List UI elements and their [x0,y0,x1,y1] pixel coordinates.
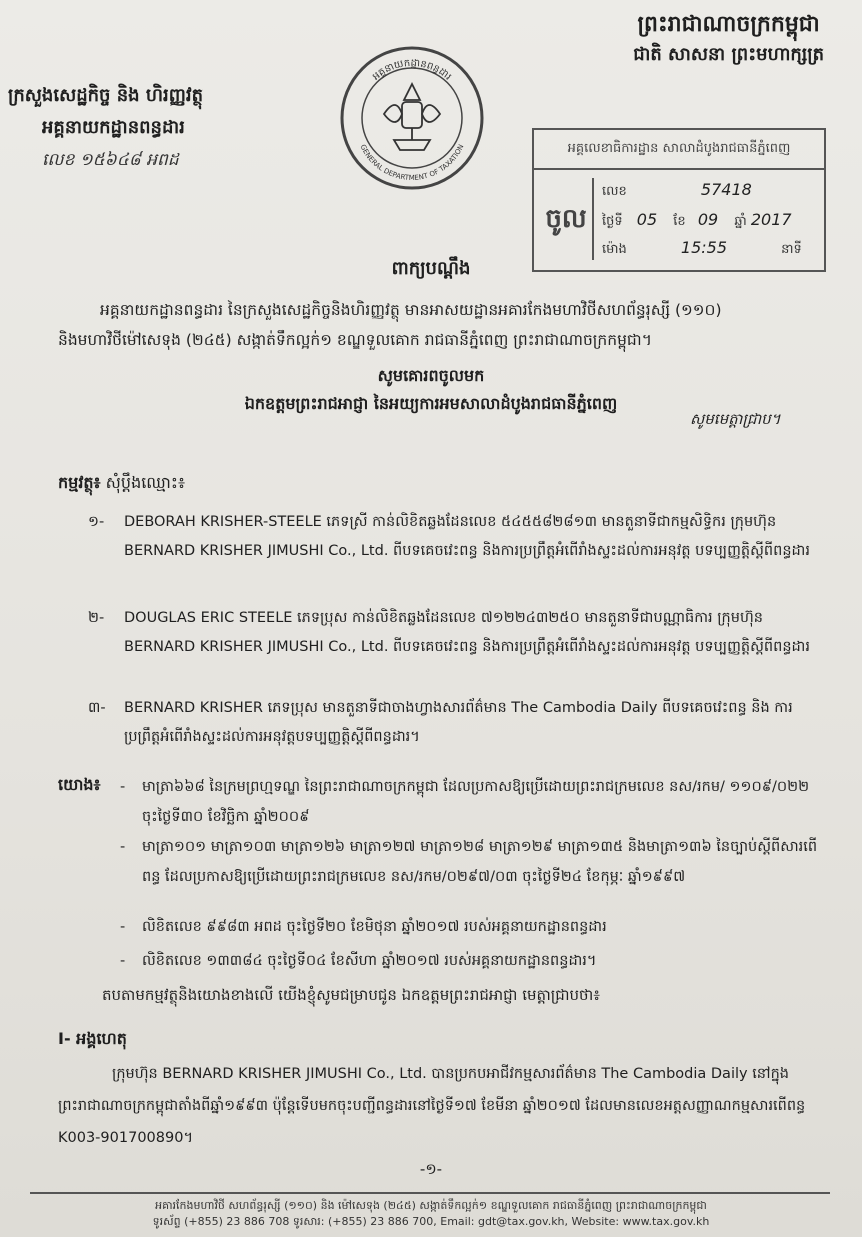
stamp-number-value: 57418 [700,180,752,199]
salutation: សូមមេត្តាជ្រាប។ [690,410,781,428]
page-number: -១- [419,1160,443,1178]
seal-top-text: អគ្គនាយកដ្ឋានពន្ធដារ [370,57,454,83]
stamp-date-row [602,210,792,232]
list-item [88,604,808,694]
received-stamp [532,128,826,272]
respect-line: សូមគោរពចូលមក [377,366,485,385]
reference-text: មាត្រា៦៦៨ នៃក្រមព្រហ្មទណ្ឌ នៃព្រះរាជាណាចក្រកម្ពុជា ដែលប្រកាសឱ្យប្រើដោយព្រះរាជក្រមលេខ នស/រកម/ ១១០៩/០២២ ចុះថ្ងៃទី៣០ ខែវិច្ឆិកា ឆ្នាំ២០០៩ [142,779,810,825]
reference-item: - មាត្រា១០១ មាត្រា១០៣ មាត្រា១២៦ មាត្រា១២៧ មាត្រា១២៨ មាត្រា១២៩ មាត្រា១៣៥ និងមាត្រា១៣៦ នៃច្បាប់ស្តីពីសារពើពន្ធ ដែលប្រកាសឱ្យប្រើដោយព្រះរាជក្រមលេខ នស/រកម/០២៩៧/០៣ ចុះថ្ងៃទី២៤ ខែកុម្ភៈ ឆ្នាំ១៩៩៧ [120,832,820,892]
stamp-date-label: ថ្ងៃទី [602,214,623,229]
stamp-day: 05 [636,210,658,229]
kingdom-header [633,10,824,70]
stamp-year: 2017 [750,210,792,229]
item-number: ៣- [88,700,106,716]
stamp-year-label: ឆ្នាំ [734,214,747,229]
list-item [88,694,808,754]
kingdom-title: ព្រះរាជាណាចក្រកម្ពុជា [637,12,820,37]
seal-outer-ring [342,48,482,188]
footer-address: អគារកែងមហាវិថី សហព័ន្ធរុស្សី (១១០) និង ម៉ៅសេទុង (២៤៥) សង្កាត់ទឹកល្អក់១ ខណ្ឌទួលគោក រាជធានីភ្នំពេញ ព្រះរាជាណាចក្រកម្ពុជា [155,1199,707,1212]
stamp-month: 09 [697,210,719,229]
reference-text: លិខិតលេខ ៩៩៨៣ អពដ ចុះថ្ងៃទី២០ ខែមិថុនា ឆ្នាំ២០១៧ របស់អគ្គនាយកដ្ឋានពន្ធដារ [142,919,607,935]
stamp-time-label: ម៉ោង [602,242,627,257]
subject-label: កម្មវត្ថុ៖ [58,473,101,492]
addressee-line: ឯកឧត្តមព្រះរាជអាជ្ញា នៃអយ្យការអមសាលាដំបូងរាជធានីភ្នំពេញ [244,394,618,413]
item-number: ២- [88,610,105,626]
subject-line [58,472,185,496]
seal-bottom-text: GENERAL DEPARTMENT OF TAXATION [358,143,466,183]
stamp-number-label: លេខ [602,184,627,199]
footer-divider [30,1192,830,1194]
ministry-header [8,80,203,176]
ministry-name: ក្រសួងសេដ្ឋកិច្ច និង ហិរញ្ញវត្ថុ [8,85,203,106]
conclusion-line: តបតាមកម្មវត្ថុនិងយោងខាងលើ យើងខ្ញុំសូមជម្រាបជូន ឯកឧត្តមព្រះរាជអាជ្ញា មេត្តាជ្រាបថា៖ [102,986,600,1004]
document-page: ព្រះរាជាណាចក្រកម្ពុជា ជាតិ សាសនា ព្រះមហាក្សត្រ ក្រសួងសេដ្ឋកិច្ច និង ហិរញ្ញវត្ថុ អគ្គនាយកដ្ឋានពន្ធដារ លេខ ១៥៦៤៨ អពដ អគ្គនាយកដ្ឋានពន្ធដារ GENERAL DEPARTMENT OF TAXATION អគ្គលេខាធិការដ្ឋាន សាលាដំបូងរាជធានីភ្នំពេញ ចូល លេខ 57418 ថ្ងៃទី 05 ខែ 09 ឆ្នាំ 2017 ម៉ោង 15:55 នាទី ពាក្យបណ្តឹង អគ្គនាយកដ្ឋានពន្ធដារ នៃក្រសួងសេដ្ឋកិច្ចនិងហិរញ្ញវត្ថុ មានអាសយដ្ឋានអគារកែងមហាវិថីសហព័ន្ធរុស្សី (១១០) និងមហាវិថីម៉ៅសេទុង (២៤៥) សង្កាត់ទឹកល្អក់១ ខណ្ឌទួលគោក រាជធានីភ្នំពេញ ព្រះរាជាណាចក្រកម្ពុជា។ សូមគោរពចូលមក ឯកឧត្តមព្រះរាជអាជ្ញា នៃអយ្យការអមសាលាដំបូងរាជធានីភ្នំពេញ សូមមេត្តាជ្រាប។ កម្មវត្ថុ៖ សុំប្តឹងឈ្មោះ៖ ១- DEBORAH KRISHER-STEELE ភេទស្រី កាន់លិខិតឆ្លងដែនលេខ ៥៤៥៥៨២៨១៣ មានតួនាទីជាកម្មសិទ្ធិករ ក្រុមហ៊ុន BERNARD KRISHER JIMUSHI Co., Ltd. ពីបទគេចវេះពន្ធ និងការប្រព្រឹត្តអំពើរាំងស្ទះដល់ការអនុវត្ត បទប្បញ្ញត្តិស្តីពីពន្ធដារ ២- DOUGLAS ERIC STEELE ភេទប្រុស កាន់លិខិតឆ្លងដែនលេខ ៧១២២៤៣២៥០ មានតួនាទីជាបណ្ណាធិការ ក្រុមហ៊ុន BERNARD KRISHER JIMUSHI Co., Ltd. ពីបទគេចវេះពន្ធ និងការប្រព្រឹត្តអំពើរាំងស្ទះដល់ការអនុវត្ត បទប្បញ្ញត្តិស្តីពីពន្ធដារ ៣- BERNARD KRISHER ភេទប្រុស មានតួនាទីជាចាងហ្វាងសារព័ត៌មាន The Cambodia Daily ពីបទគេចវេះពន្ធ និង ការប្រព្រឹត្តអំពើរាំងស្ទះដល់ការអនុវត្តបទប្បញ្ញត្តិស្តីពីពន្ធដារ។ យោង៖ - មាត្រា៦៦៨ នៃក្រមព្រហ្មទណ្ឌ នៃព្រះរាជាណាចក្រកម្ពុជា ដែលប្រកាសឱ្យប្រើដោយព្រះរាជក្រមលេខ នស/រកម/ ១១០៩/០២២ ចុះថ្ងៃទី៣០ ខែវិច្ឆិកា ឆ្នាំ២០០៩ - មាត្រា១០១ មាត្រា១០៣ មាត្រា១២៦ មាត្រា១២៧ មាត្រា១២៨ មាត្រា១២៩ មាត្រា១៣៥ និងមាត្រា១៣៦ នៃច្បាប់ស្តីពីសារពើពន្ធ ដែលប្រកាសឱ្យប្រើដោយព្រះរាជក្រមលេខ នស/រកម/០២៩៧/០៣ ចុះថ្ងៃទី២៤ ខែកុម្ភៈ ឆ្នាំ១៩៩៧ - លិខិតលេខ ៩៩៨៣ អពដ ចុះថ្ងៃទី២០ ខែមិថុនា ឆ្នាំ២០១៧ របស់អគ្គនាយកដ្ឋានពន្ធដារ - លិខិតលេខ ១៣៣៨៤ ចុះថ្ងៃទី០៤ ខែសីហា ឆ្នាំ២០១៧ របស់អគ្គនាយកដ្ឋានពន្ធដារ។ តបតាមកម្មវត្ថុនិងយោងខាងលើ យើងខ្ញុំសូមជម្រាបជូន ឯកឧត្តមព្រះរាជអាជ្ញា មេត្តាជ្រាបថា៖ I- អង្គហេតុ ក្រុមហ៊ុន BERNARD KRISHER JIMUSHI Co., Ltd. បានប្រកបអាជីវកម្មសារព័ត៌មាន The Cambodia Daily នៅក្នុងព្រះរាជាណាចក្រកម្ពុជាតាំងពីឆ្នាំ១៩៩៣ ប៉ុន្តែទើបមកចុះបញ្ជីពន្ធដារនៅថ្ងៃទី១៧ ខែមីនា ឆ្នាំ២០១៧ ដែលមានលេខអត្តសញ្ញាណកម្មសារពើពន្ធ K003-901700890។ -១- អគារកែងមហាវិថី សហព័ន្ធរុស្សី (១១០) និង ម៉ៅសេទុង (២៤៥) សង្កាត់ទឹកល្អក់១ ខណ្ឌទួលគោក រាជធានីភ្នំពេញ ព្រះរាជាណាចក្រកម្ពុជា ទូរស័ព្ទ (+855) 23 886 708 ទូរសារ: (+855) 23 886 700, Email: gdt@tax.gov.kh, Website: www.tax.gov.kh [0,0,862,1237]
item-text: DEBORAH KRISHER-STEELE ភេទស្រី កាន់លិខិតឆ្លងដែនលេខ ៥៤៥៥៨២៨១៣ មានតួនាទីជាកម្មសិទ្ធិករ ក្រុមហ៊ុន BERNARD KRISHER JIMUSHI Co., Ltd. ពីបទគេចវេះពន្ធ និងការប្រព្រឹត្តអំពើរាំងស្ទះដល់ការអនុវត្ត បទប្បញ្ញត្តិស្តីពីពន្ធដារ [124,514,810,559]
department-name: អគ្គនាយកដ្ឋានពន្ធដារ [42,117,185,138]
stamp-number-row [602,180,752,202]
item-text: BERNARD KRISHER ភេទប្រុស មានតួនាទីជាចាងហ្វាងសារព័ត៌មាន The Cambodia Daily ពីបទគេចវេះពន្ធ និង ការប្រព្រឹត្តអំពើរាំងស្ទះដល់ការអនុវត្តបទប្បញ្ញត្តិស្តីពីពន្ធដារ។ [124,700,793,745]
footer-contact: ទូរស័ព្ទ (+855) 23 886 708 ទូរសារ: (+855) 23 886 700, Email: gdt@tax.gov.kh, Website: www.tax.gov.kh [152,1215,710,1228]
item-number: ១- [88,514,105,530]
section-body: ក្រុមហ៊ុន BERNARD KRISHER JIMUSHI Co., Ltd. បានប្រកបអាជីវកម្មសារព័ត៌មាន The Cambodia Daily នៅក្នុងព្រះរាជាណាចក្រកម្ពុជាតាំងពីឆ្នាំ១៩៩៣ ប៉ុន្តែទើបមកចុះបញ្ជីពន្ធដារនៅថ្ងៃទី១៧ ខែមីនា ឆ្នាំ២០១៧ ដែលមានលេខអត្តសញ្ញាណកម្មសារពើពន្ធ K003-901700890។ [58,1066,806,1146]
document-title: ពាក្យបណ្តឹង [391,258,471,279]
stamp-time: 15:55 [680,238,728,257]
subject-text: សុំប្តឹងឈ្មោះ៖ [105,473,185,492]
national-motto: ជាតិ សាសនា ព្រះមហាក្សត្រ [633,44,824,65]
item-text: DOUGLAS ERIC STEELE ភេទប្រុស កាន់លិខិតឆ្លងដែនលេខ ៧១២២៤៣២៥០ មានតួនាទីជាបណ្ណាធិការ ក្រុមហ៊ុន BERNARD KRISHER JIMUSHI Co., Ltd. ពីបទគេចវេះពន្ធ និងការប្រព្រឹត្តអំពើរាំងស្ទះដល់ការអនុវត្ត បទប្បញ្ញត្តិស្តីពីពន្ធដារ [124,610,810,655]
stamp-received-label: ចូល [540,178,594,260]
section-title: I- អង្គហេតុ [58,1029,127,1048]
stamp-minute-label: នាទី [781,242,802,257]
department-seal [338,44,486,192]
references-label: យោង៖ [58,775,101,794]
page-footer [0,1198,862,1230]
intro-line-2: និងមហាវិថីម៉ៅសេទុង (២៤៥) សង្កាត់ទឹកល្អក់១ ខណ្ឌទួលគោក រាជធានីភ្នំពេញ ព្រះរាជាណាចក្រកម្ពុជា។ [58,331,652,349]
stamp-month-label: ខែ [673,214,686,229]
reference-text: លិខិតលេខ ១៣៣៨៤ ចុះថ្ងៃទី០៤ ខែសីហា ឆ្នាំ២០១៧ របស់អគ្គនាយកដ្ឋានពន្ធដារ។ [142,953,597,969]
reference-number: លេខ ១៥៦៤៨ អពដ [42,150,179,170]
stamp-header: អគ្គលេខាធិការដ្ឋាន សាលាដំបូងរាជធានីភ្នំពេញ [534,130,824,170]
reference-text: មាត្រា១០១ មាត្រា១០៣ មាត្រា១២៦ មាត្រា១២៧ មាត្រា១២៨ មាត្រា១២៩ មាត្រា១៣៥ និងមាត្រា១៣៦ នៃច្បាប់ស្តីពីសារពើពន្ធ ដែលប្រកាសឱ្យប្រើដោយព្រះរាជក្រមលេខ នស/រកម/០២៩៧/០៣ ចុះថ្ងៃទី២៤ ខែកុម្ភៈ ឆ្នាំ១៩៩៧ [142,839,818,885]
reference-item: - មាត្រា៦៦៨ នៃក្រមព្រហ្មទណ្ឌ នៃព្រះរាជាណាចក្រកម្ពុជា ដែលប្រកាសឱ្យប្រើដោយព្រះរាជក្រមលេខ នស/រកម/ ១១០៩/០២២ ចុះថ្ងៃទី៣០ ខែវិច្ឆិកា ឆ្នាំ២០០៩ [120,772,820,832]
list-item [88,508,808,598]
intro-line-1: អគ្គនាយកដ្ឋានពន្ធដារ នៃក្រសួងសេដ្ឋកិច្ចនិងហិរញ្ញវត្ថុ មានអាសយដ្ឋានអគារកែងមហាវិថីសហព័ន្ធរុស្សី (១១០) [100,301,722,319]
seal-emblem-icon [384,84,440,150]
